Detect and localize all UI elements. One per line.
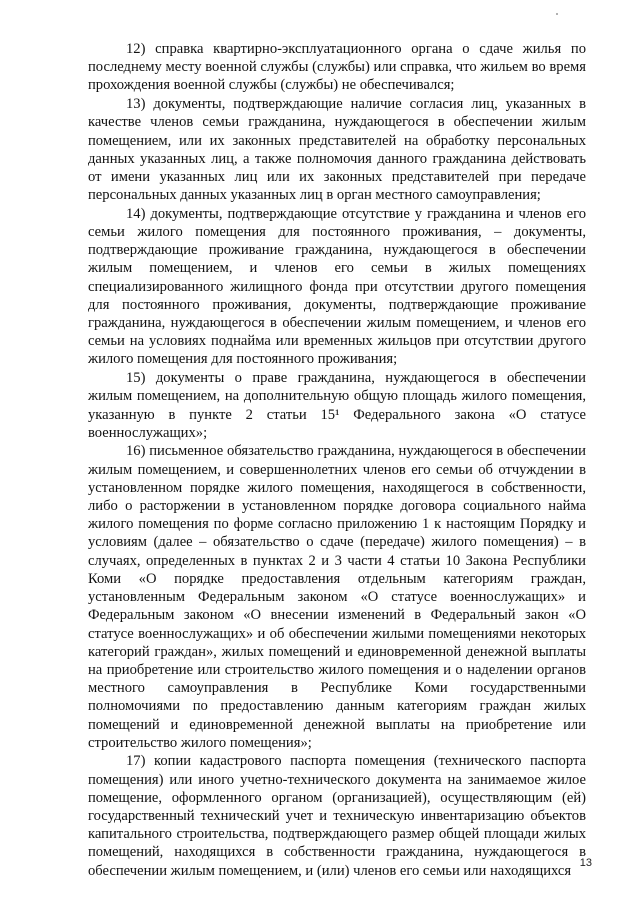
paragraph-item-16: 16) письменное обязательство гражданина, нуждающегося в обеспечении жилым помещением, и совершеннолетних членов его семьи об отчуждении в установленном порядке жилого помещения, находящегося в собственности, либо о расторжении в установленном порядке договора социального найма жилого помещения по форме согласно приложению 1 к настоящим Порядку и условиям (далее – обязательство о сдаче (передаче) жилого помещения) – в случаях, определенных в пунктах 2 и 3 части 4 статьи 10 Закона Республики Коми «О порядке предоставления отдельным категориям граждан, установленным Федеральным законом «О статусе военнослужащих» и Федеральным законом «О внесении изменений в Федеральный закон «О статусе военнослужащих» и об обеспечении жилыми помещениями некоторых категорий граждан», жилых помещений и единовременной денежной выплаты на приобретение или строительство жилого помещения и о наделении органов местного самоуправления в Республике Коми государственными полномочиями по предоставлению данным категориям граждан жилых помещений и единовременной денежной выплаты на приобретение или строительство жилого помещения»; (88, 443, 586, 751)
page-number: 13 (579, 857, 592, 869)
paragraph-item-12: 12) справка квартирно-эксплуатационного органа о сдаче жилья по последнему месту военной службы (службы) или справка, что жильем во время прохождения военной службы (службы) не обеспечивался; (88, 41, 586, 94)
paragraph-item-14: 14) документы, подтверждающие отсутствие у гражданина и членов его семьи жилого помещения для постоянного проживания, – документы, подтверждающие проживание гражданина, нуждающегося в обеспечении жилым помещением, и членов его семьи в жилых помещениях специализированного жилищного фонда при отсутствии другого помещения для постоянного проживания, документы, подтверждающие проживание гражданина, нуждающегося в обеспечении жилым помещением, и членов его семьи на условиях поднайма или временных жильцов при отсутствии другого жилого помещения для постоянного проживания; (88, 205, 586, 368)
document-page (88, 40, 586, 880)
paragraph-item-15: 15) документы о праве гражданина, нуждающегося в обеспечении жилым помещением, на дополнительную общую площадь жилого помещения, указанную в пункте 2 статьи 15¹ Федерального закона «О статусе военнослужащих»; (88, 370, 586, 441)
paragraph-item-13: 13) документы, подтверждающие наличие согласия лиц, указанных в качестве членов семьи гражданина, нуждающегося в обеспечении жилым помещением, или их законных представителей на обработку персональных данных указанных лиц, а также полномочия данного гражданина действовать от имени указанных лиц или их законных представителей при передаче персональных данных указанных лиц в орган местного самоуправления; (88, 96, 586, 204)
paragraph-item-17: 17) копии кадастрового паспорта помещения (технического паспорта помещения) или иного учетно-технического документа на занимаемое жилое помещение, оформленного органом (организацией), осуществляющим (ей) государственный технический учет и техническую инвентаризацию объектов капитального строительства, подтверждающего размер общей площади жилых помещений, находящихся в собственности гражданина, нуждающегося в обеспечении жилым помещением, и (или) членов его семьи или находящихся (88, 753, 586, 879)
scan-speck (556, 13, 558, 15)
